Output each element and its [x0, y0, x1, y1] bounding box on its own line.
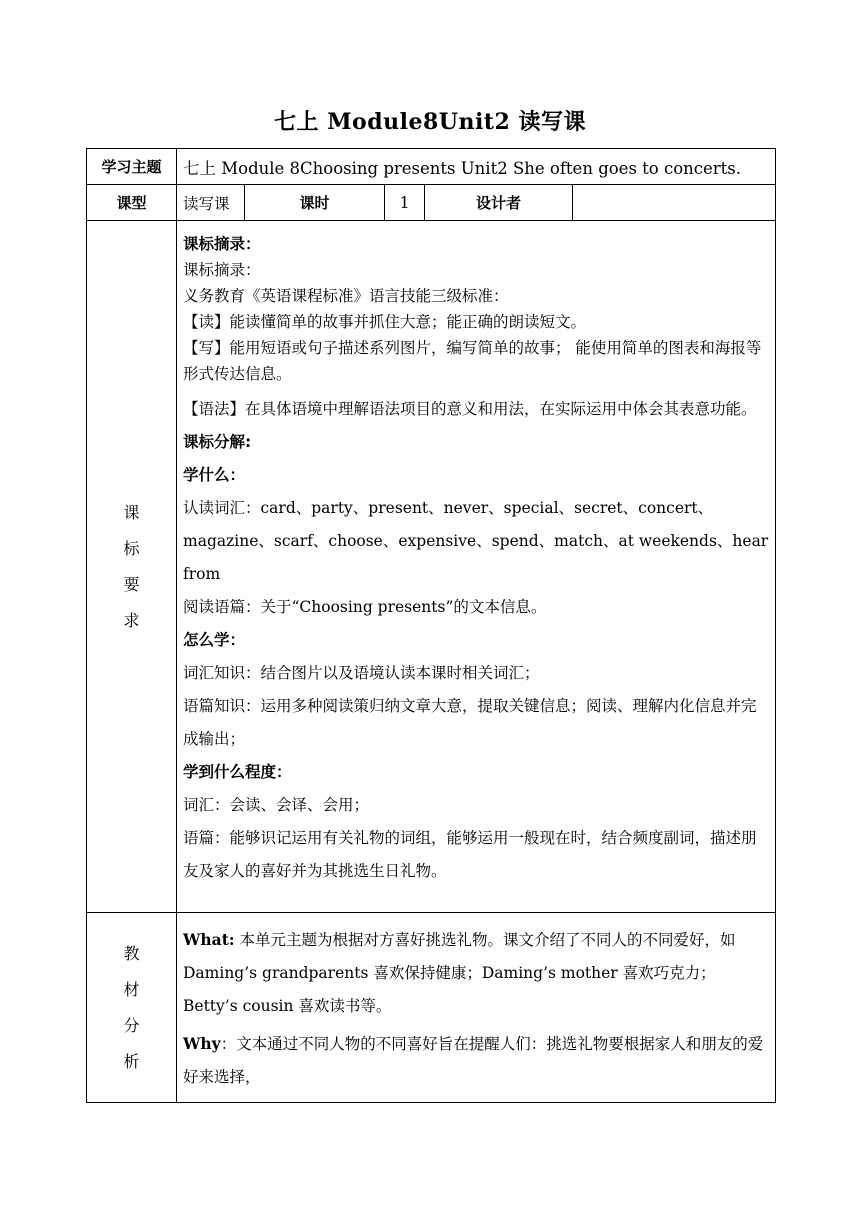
- material-content: [177, 913, 776, 1103]
- row-standards: [87, 221, 776, 913]
- material-side-label: 教 材 分 析: [87, 913, 177, 1103]
- period-value: 1: [385, 185, 425, 221]
- standards-edu: 义务教育《英语课程标准》语言技能三级标准：: [183, 287, 509, 305]
- standards-write: 【写】能用短语或句子描述系列图片，编写简单的故事； 能使用简单的图表和海报等形式传达信息。: [183, 339, 762, 383]
- standards-repeat: 课标摘录：: [183, 261, 261, 279]
- why-label: Why: [183, 1034, 221, 1053]
- lesson-type-value: 读写课: [177, 185, 245, 221]
- topic-label: 学习主题: [87, 149, 177, 185]
- designer-label: 设计者: [425, 185, 573, 221]
- level-heading: 学到什么程度：: [183, 763, 292, 781]
- standards-heading: 课标摘录：: [183, 235, 261, 253]
- why-paragraph: Why：文本通过不同人物的不同喜好旨在提醒人们：挑选礼物要根据家人和朋友的爱好来选择，: [183, 1034, 764, 1086]
- vocab-knowledge-line: 词汇知识：结合图片以及语境认读本课时相关词汇；: [183, 664, 540, 682]
- what-label: What:: [183, 930, 235, 949]
- standards-grammar: 【语法】在具体语境中理解语法项目的意义和用法，在实际运用中体会其表意功能。: [183, 400, 757, 418]
- standards-side-label: 课 标 要 求: [87, 221, 177, 913]
- period-label: 课时: [245, 185, 385, 221]
- how-heading: 怎么学：: [183, 631, 246, 649]
- row-meta: [87, 185, 776, 221]
- topic-value: 七上 Module 8Choosing presents Unit2 She often goes to concerts.: [177, 149, 776, 185]
- text-line: 阅读语篇：关于“Choosing presents”的文本信息。: [183, 598, 547, 616]
- document-title: 七上 Module8Unit2 读写课: [274, 109, 586, 135]
- what-heading: 学什么：: [183, 466, 246, 484]
- text-knowledge-line: 语篇知识：运用多种阅读策归纳文章大意，提取关键信息；阅读、理解内化信息并完成输出；: [183, 697, 757, 748]
- row-material: [87, 913, 776, 1103]
- level-vocab-line: 词汇：会读、会译、会用；: [183, 796, 370, 814]
- lesson-type-label: 课型: [87, 185, 177, 221]
- row-topic: [87, 149, 776, 185]
- analysis-heading: 课标分解:: [183, 433, 252, 451]
- designer-value: [573, 185, 776, 221]
- vocab-line: 认读词汇：card、party、present、never、special、secret、concert、magazine、scarf、choose、expensive、spend、match、at weekends、hear from: [183, 499, 769, 583]
- standards-read: 【读】能读懂简单的故事并抓住大意；能正确的朗读短文。: [183, 313, 587, 331]
- standards-content: [177, 221, 776, 913]
- what-paragraph: What: 本单元主题为根据对方喜好挑选礼物。课文介绍了不同人的不同爱好，如 Daming’s grandparents 喜欢保持健康；Daming’s mother 喜欢巧克力；Betty’s cousin 喜欢读书等。: [183, 930, 736, 1015]
- level-text-line: 语篇：能够识记运用有关礼物的词组，能够运用一般现在时，结合频度副词，描述朋友及家人的喜好并为其挑选生日礼物。: [183, 829, 757, 880]
- lesson-plan-table: [86, 148, 776, 1103]
